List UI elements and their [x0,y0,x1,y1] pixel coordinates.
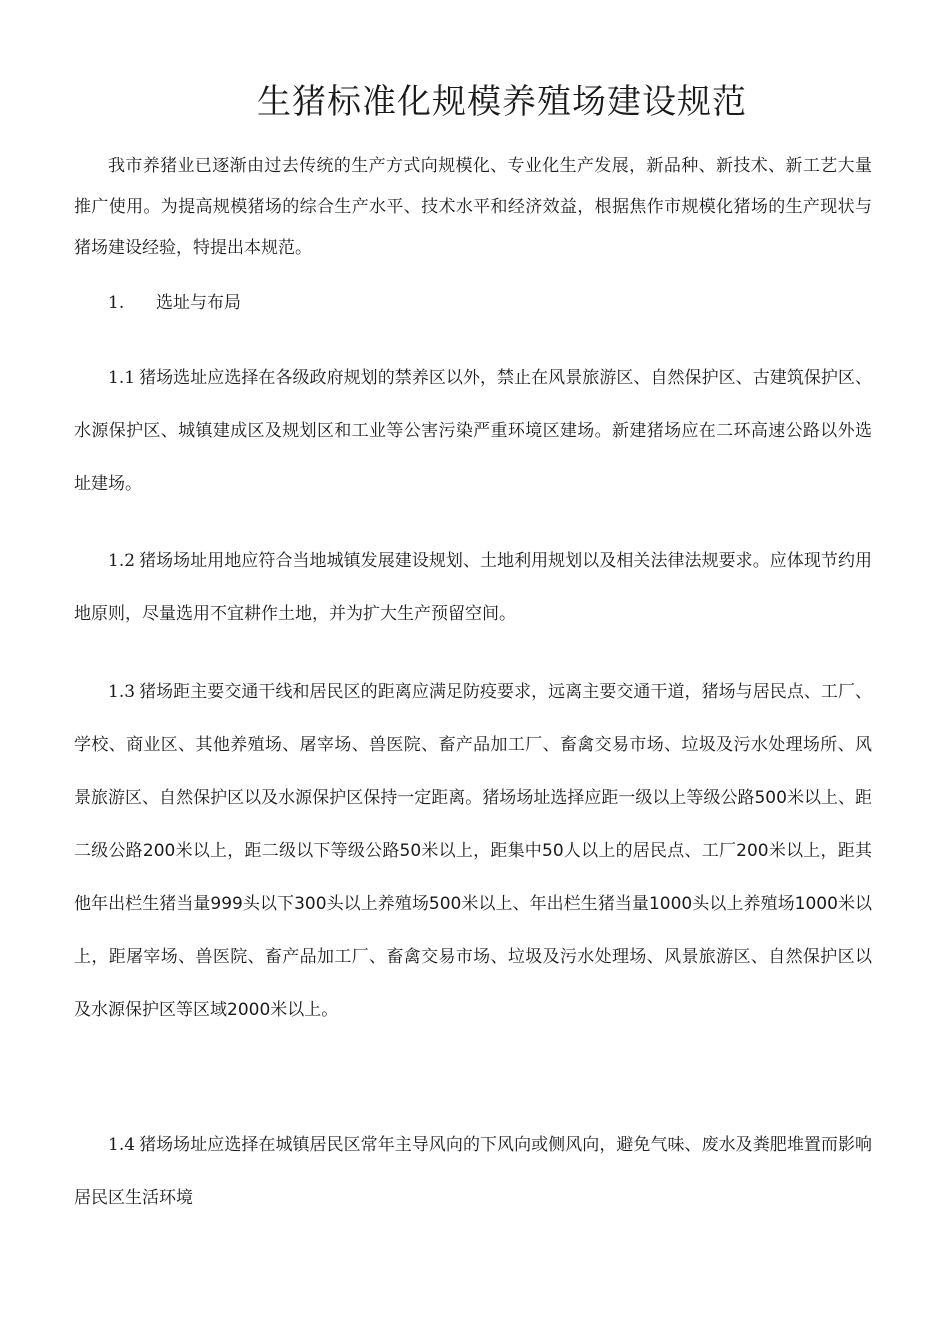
clause-text: 猪场选址应选择在各级政府规划的禁养区以外，禁止在风景旅游区、自然保护区、古建筑保护区、水源保护区、城镇建成区及规划区和工业等公害污染严重环境区建场。新建猪场应在二环高速公路以外选址建场。 [74,368,872,494]
document-title: 生猪标准化规模养殖场建设规范 [257,82,747,122]
clause-text: 猪场场址用地应符合当地城镇发展建设规划、土地利用规划以及相关法律法规要求。应体现节约用地原则，尽量选用不宜耕作土地，并为扩大生产预留空间。 [74,551,872,624]
clause-number: 1.4 [108,1135,136,1155]
intro-paragraph: 我市养猪业已逐渐由过去传统的生产方式向规模化、专业化生产发展，新品种、新技术、新工艺大量推广使用。为提高规模猪场的综合生产水平、技术水平和经济效益，根据焦作市规模化猪场的生产现状与猪场建设经验，特提出本规范。 [74,156,872,258]
section-title: 选址与布局 [156,293,241,313]
clause-text: 猪场距主要交通干线和居民区的距离应满足防疫要求，远离主要交通干道，猪场与居民点、工厂、学校、商业区、其他养殖场、屠宰场、兽医院、畜产品加工厂、畜禽交易市场、垃圾及污水处理场所、风景旅游区、自然保护区以及水源保护区保持一定距离。猪场场址选择应距一级以上等级公路500米以上、距二级公路200米以上，距二级以下等级公路50米以上，距集中50人以上的居民点、工厂200米以上，距其他年出栏生猪当量999头以下300头以上养殖场500米以上、年出栏生猪当量1000头以上养殖场1000米以上，距屠宰场、兽医院、畜产品加工厂、畜禽交易市场、垃圾及污水处理场、风景旅游区、自然保护区以及水源保护区等区域2000米以上。 [74,682,872,1020]
clause-1-1 [74,352,872,511]
clause-1-4 [74,1119,872,1225]
clause-number: 1.2 [108,551,136,571]
clause-number: 1.3 [108,682,136,702]
section-heading [108,286,241,320]
clause-text: 猪场场址应选择在城镇居民区常年主导风向的下风向或侧风向，避免气味、废水及粪肥堆置而影响居民区生活环境 [74,1135,872,1208]
section-number: 1. [108,293,125,313]
clause-number: 1.1 [108,368,136,388]
clause-1-3 [74,666,872,1037]
clause-1-2 [74,535,872,641]
